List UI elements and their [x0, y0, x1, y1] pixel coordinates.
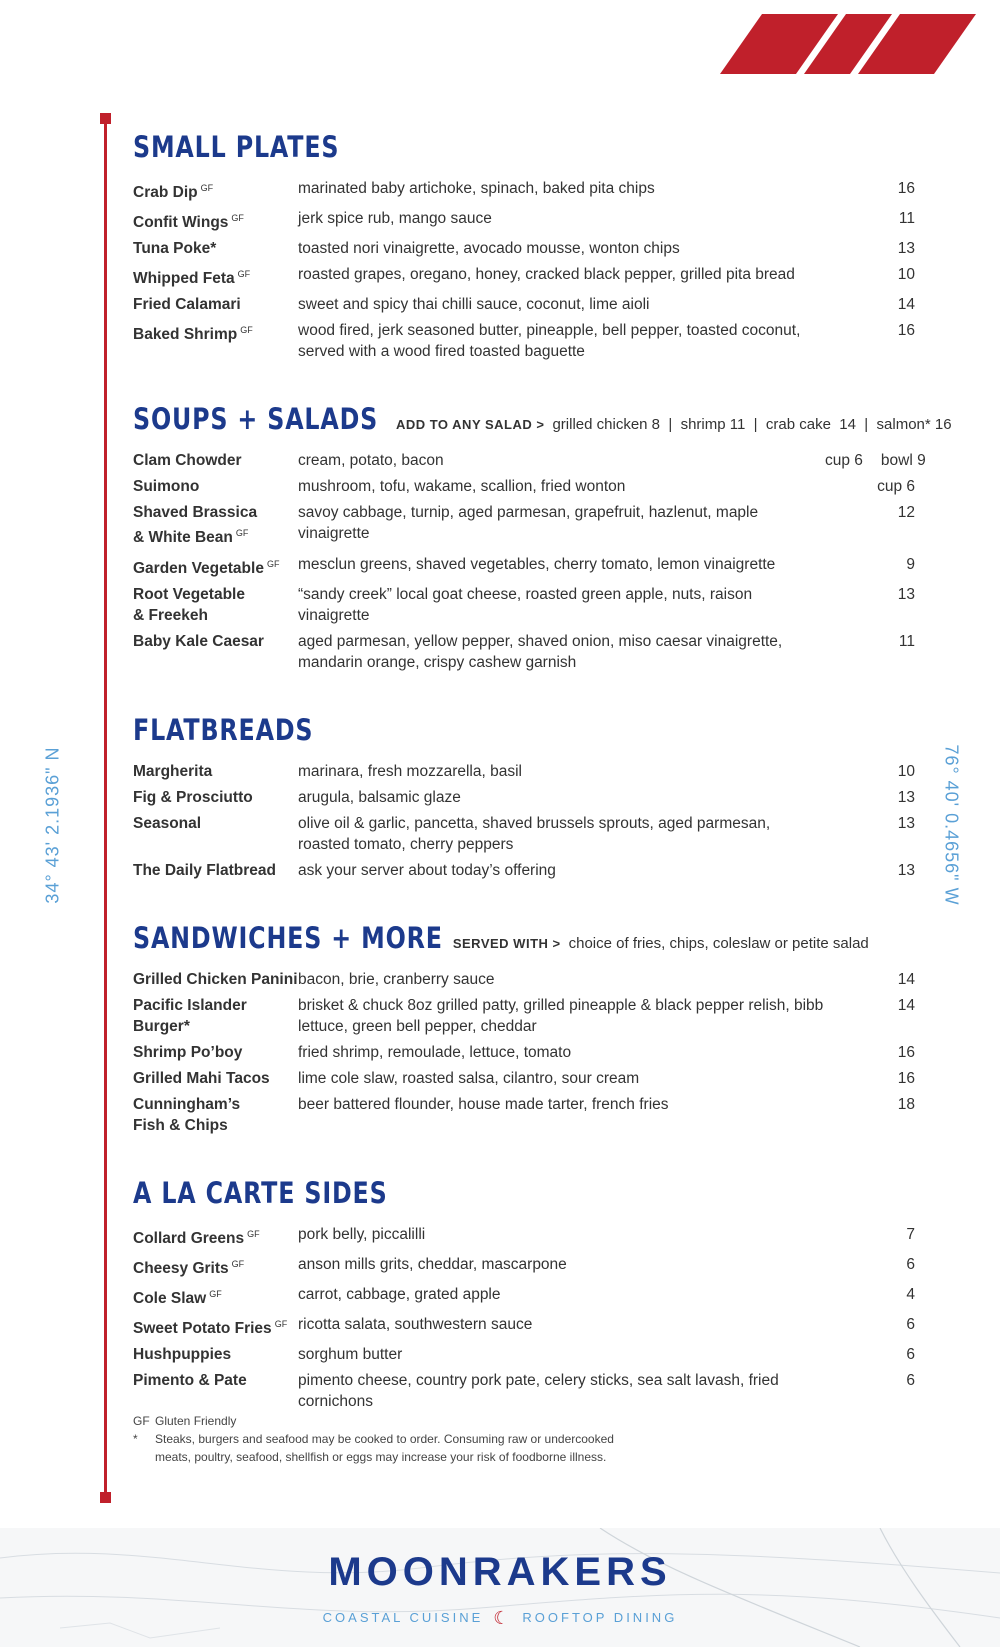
- menu-item: [133, 476, 915, 497]
- item-name: Tuna Poke*: [133, 240, 217, 258]
- item-price: [825, 294, 915, 315]
- menu-item: [133, 787, 915, 808]
- item-name: Fig & Prosciutto: [133, 788, 253, 806]
- item-price: [825, 208, 915, 233]
- decorative-stripes: [720, 14, 990, 74]
- brand-logo: MOONRAKERS: [328, 1550, 672, 1594]
- item-name: Cunningham’s: [133, 1095, 241, 1113]
- item-price: [825, 631, 915, 673]
- menu-item: [133, 294, 915, 315]
- menu-item: [133, 584, 915, 626]
- item-price: [825, 1042, 915, 1063]
- menu-item: [133, 761, 915, 782]
- item-price-value: 12: [897, 504, 915, 522]
- menu-item: [133, 264, 915, 289]
- latitude-label: 34° 43' 2.1936" N: [42, 746, 63, 904]
- item-name-cell: [133, 1068, 298, 1089]
- item-price-value: 6: [906, 1316, 915, 1334]
- item-name: Shrimp Po’boy: [133, 1043, 243, 1061]
- gf-badge: GF: [235, 528, 249, 539]
- item-price: [825, 761, 915, 782]
- item-name-cell: [133, 554, 298, 579]
- gf-note: Gluten Friendly: [155, 1414, 237, 1428]
- item-price: [825, 1068, 915, 1089]
- item-list: [133, 178, 915, 362]
- item-price: [825, 476, 915, 497]
- gf-badge: GF: [237, 269, 251, 280]
- gf-badge: GF: [231, 213, 244, 224]
- item-price: [825, 554, 915, 579]
- item-price: [825, 178, 915, 203]
- item-price-value: 14: [897, 970, 915, 988]
- item-price-value: 13: [897, 788, 915, 806]
- item-name-cell: [133, 969, 298, 990]
- consumer-advisory: Steaks, burgers and seafood may be cooked to order. Consuming raw or undercooked meats, poultry, seafood, shellfish or eggs may increase your risk of foodborne illness.: [155, 1432, 614, 1464]
- section-title: SOUPS + SALADS: [133, 402, 379, 437]
- item-name-cell: [133, 787, 298, 808]
- gf-badge: GF: [209, 1289, 222, 1300]
- item-name: Shaved Brassica: [133, 504, 258, 522]
- item-name: Suimono: [133, 478, 200, 496]
- item-price: [825, 264, 915, 289]
- item-description: brisket & chuck 8oz grilled patty, grilled pineapple & black pepper relish, bibb lettuce, green bell pepper, cheddar: [298, 996, 824, 1035]
- menu-item: [133, 860, 915, 881]
- item-price: [825, 1254, 915, 1279]
- item-price-value: 6: [906, 1346, 915, 1364]
- item-name: Cheesy Grits: [133, 1260, 229, 1278]
- item-name: Whipped Feta: [133, 270, 235, 288]
- item-description: pork belly, piccalilli: [298, 1225, 426, 1243]
- brand-tagline: [0, 1608, 1000, 1629]
- item-name-cell: [133, 178, 298, 203]
- item-price: [825, 995, 915, 1037]
- item-description: aged parmesan, yellow pepper, shaved onion, miso caesar vinaigrette, mandarin orange, crispy cashew garnish: [298, 632, 783, 671]
- item-list: [133, 1224, 915, 1413]
- item-description: pimento cheese, country pork pate, celery sticks, sea salt lavash, fried cornichons: [298, 1372, 779, 1411]
- section-small-plates: [133, 130, 915, 362]
- menu-item: [133, 1094, 915, 1136]
- menu-item: [133, 1344, 915, 1365]
- item-price: [825, 1370, 915, 1412]
- section-title: FLATBREADS: [133, 712, 314, 747]
- item-description: bacon, brie, cranberry sauce: [298, 970, 495, 988]
- item-name: Collard Greens: [133, 1229, 245, 1247]
- menu-item: [133, 1314, 915, 1339]
- item-price: [825, 1224, 915, 1249]
- item-name-cell: [133, 208, 298, 233]
- item-name-cell: [133, 238, 298, 259]
- section-sandwiches: [133, 921, 915, 1136]
- item-price: [825, 813, 915, 855]
- item-price-value: 9: [906, 555, 915, 573]
- item-name: Grilled Chicken Panini: [133, 970, 298, 988]
- item-description: marinated baby artichoke, spinach, baked pita chips: [298, 180, 655, 197]
- note-text: choice of fries, chips, coleslaw or petite salad: [568, 934, 869, 952]
- item-name-cell: [133, 1284, 298, 1309]
- menu-item: [133, 238, 915, 259]
- item-description: carrot, cabbage, grated apple: [298, 1286, 501, 1304]
- item-description: arugula, balsamic glaze: [298, 788, 461, 806]
- item-price-value: 4: [906, 1286, 915, 1304]
- item-price-value: 13: [897, 240, 915, 258]
- item-price: [825, 860, 915, 881]
- item-name-cell: [133, 320, 298, 362]
- item-name-line2: Fish & Chips: [133, 1116, 228, 1134]
- item-name: Clam Chowder: [133, 452, 242, 470]
- item-price-value: 16: [897, 1043, 915, 1061]
- item-name: Root Vegetable: [133, 585, 245, 603]
- item-name: Baby Kale Caesar: [133, 632, 264, 650]
- menu-item: [133, 502, 915, 548]
- item-description: mushroom, tofu, wakame, scallion, fried wonton: [298, 478, 626, 496]
- note-lead: SERVED WITH >: [452, 935, 561, 951]
- item-name-cell: [133, 813, 298, 855]
- menu-item: [133, 1284, 915, 1309]
- item-price-value: 10: [897, 762, 915, 780]
- section-note: [396, 416, 952, 433]
- item-name: Cole Slaw: [133, 1290, 207, 1308]
- item-name-cell: [133, 1042, 298, 1063]
- item-description: lime cole slaw, roasted salsa, cilantro, sour cream: [298, 1069, 640, 1087]
- item-price-value: 10: [897, 266, 915, 284]
- gf-badge: GF: [266, 558, 280, 569]
- item-name: Sweet Potato Fries: [133, 1320, 272, 1338]
- menu-item: [133, 1370, 915, 1412]
- item-price-value: 11: [898, 632, 915, 650]
- item-price: [825, 320, 915, 362]
- menu-item: [133, 631, 915, 673]
- item-price-value: 16: [897, 180, 915, 197]
- item-description: savoy cabbage, turnip, aged parmesan, grapefruit, hazlenut, maple vinaigrette: [298, 504, 759, 543]
- item-name-cell: [133, 995, 298, 1037]
- item-description: toasted nori vinaigrette, avocado mousse, wonton chips: [298, 240, 680, 258]
- item-name-cell: [133, 584, 298, 626]
- footer: [0, 1528, 1000, 1647]
- item-price-value: 7: [906, 1225, 915, 1243]
- gf-badge: GF: [231, 1258, 245, 1269]
- item-name: Margherita: [133, 762, 213, 780]
- footnotes: [133, 1412, 625, 1466]
- item-price-value: 13: [897, 585, 915, 603]
- note-lead: ADD TO ANY SALAD >: [395, 417, 545, 433]
- menu-item: [133, 320, 915, 362]
- item-description: marinara, fresh mozzarella, basil: [298, 762, 522, 780]
- item-price: [825, 450, 926, 471]
- item-description: anson mills grits, cheddar, mascarpone: [298, 1255, 567, 1273]
- item-name-cell: [133, 1224, 298, 1249]
- menu-item: [133, 554, 915, 579]
- menu-item: [133, 1068, 915, 1089]
- rule-cap-top: [100, 113, 111, 124]
- section-sides: [133, 1176, 915, 1413]
- item-name-line2: & White Bean: [133, 529, 233, 547]
- item-description: “sandy creek” local goat cheese, roasted green apple, nuts, raison vinaigrette: [298, 585, 753, 624]
- item-name: Seasonal: [133, 814, 202, 832]
- section-soups-salads: [133, 402, 952, 672]
- asterisk-symbol: *: [133, 1432, 138, 1446]
- item-description: olive oil & garlic, pancetta, shaved brussels sprouts, aged parmesan, roasted tomato, cherry peppers: [298, 814, 771, 853]
- gf-badge: GF: [247, 1228, 260, 1239]
- item-description: mesclun greens, shaved vegetables, cherry tomato, lemon vinaigrette: [298, 555, 776, 573]
- item-name-cell: [133, 1370, 298, 1412]
- section-flatbreads: [133, 713, 915, 881]
- item-price-value: 6: [906, 1255, 915, 1273]
- item-price-value: 14: [897, 996, 915, 1014]
- item-price-value: 18: [897, 1095, 915, 1113]
- menu-item: [133, 178, 915, 203]
- item-name-cell: [133, 1254, 298, 1279]
- item-name-line2: & Freekeh: [133, 606, 208, 624]
- menu-item: [133, 995, 915, 1037]
- section-note: [453, 935, 869, 952]
- section-title: SANDWICHES + MORE: [133, 920, 443, 955]
- item-name-cell: [133, 1094, 298, 1136]
- menu-item: [133, 450, 926, 471]
- item-price-value: 11: [898, 210, 915, 228]
- item-price-value: cup 6: [877, 478, 915, 496]
- item-name-cell: [133, 294, 298, 315]
- item-name: Garden Vegetable: [133, 559, 264, 577]
- item-price-value: 13: [897, 814, 915, 832]
- item-price: [825, 787, 915, 808]
- item-price: [825, 502, 915, 548]
- menu-item: [133, 1224, 915, 1249]
- item-price-value: 13: [897, 861, 915, 879]
- item-name-cell: [133, 502, 298, 548]
- item-description: fried shrimp, remoulade, lettuce, tomato: [298, 1043, 572, 1061]
- item-price-value: 16: [897, 1069, 915, 1087]
- gf-badge: GF: [240, 325, 253, 336]
- item-price-value: 6: [906, 1372, 915, 1390]
- tagline-left: COASTAL CUISINE: [322, 1609, 484, 1625]
- item-name: Baked Shrimp: [133, 326, 238, 344]
- item-name: The Daily Flatbread: [133, 861, 276, 879]
- item-name-cell: [133, 450, 298, 471]
- item-price-value: 16: [897, 322, 915, 340]
- item-price-value: bowl 9: [880, 452, 926, 470]
- item-list: [133, 969, 915, 1136]
- item-description: sorghum butter: [298, 1346, 403, 1364]
- item-price: [825, 1314, 915, 1339]
- item-price: [825, 238, 915, 259]
- item-name: Crab Dip: [133, 184, 198, 202]
- menu-item: [133, 1254, 915, 1279]
- item-name: Confit Wings: [133, 214, 229, 232]
- item-description: sweet and spicy thai chilli sauce, coconut, lime aioli: [298, 296, 650, 314]
- item-description: ask your server about today’s offering: [298, 861, 556, 879]
- item-description: jerk spice rub, mango sauce: [298, 210, 492, 228]
- item-price: [825, 969, 915, 990]
- item-name: Pacific Islander: [133, 996, 247, 1014]
- section-title: SMALL PLATES: [133, 130, 340, 164]
- longitude-label: 76° 40' 0.4656" W: [941, 744, 962, 906]
- item-description: beer battered flounder, house made tarter, french fries: [298, 1095, 669, 1113]
- gf-symbol: GF: [133, 1414, 150, 1428]
- gf-badge: GF: [274, 1319, 288, 1330]
- item-name-cell: [133, 1344, 298, 1365]
- item-name: Hushpuppies: [133, 1346, 232, 1364]
- item-price-value: 14: [897, 296, 915, 314]
- item-name-cell: [133, 1314, 298, 1339]
- tagline-right: ROOFTOP DINING: [522, 1609, 678, 1625]
- item-name-cell: [133, 264, 298, 289]
- item-price: [825, 1284, 915, 1309]
- gf-badge: GF: [200, 183, 214, 193]
- note-text: grilled chicken 8 | shrimp 11 | crab cake 14 | salmon* 16: [552, 416, 952, 434]
- item-description: wood fired, jerk seasoned butter, pineapple, bell pepper, toasted coconut, served with a wood fired toasted baguette: [298, 322, 801, 361]
- item-name: Fried Calamari: [133, 296, 241, 314]
- item-name-cell: [133, 476, 298, 497]
- item-price: [825, 1344, 915, 1365]
- item-name: Grilled Mahi Tacos: [133, 1069, 270, 1087]
- item-price: [825, 1094, 915, 1136]
- menu-item: [133, 1042, 915, 1063]
- item-description: ricotta salata, southwestern sauce: [298, 1316, 533, 1334]
- item-name: Pimento & Pate: [133, 1372, 247, 1390]
- item-name-cell: [133, 761, 298, 782]
- item-name-line2: Burger*: [133, 1017, 190, 1035]
- item-list: [133, 761, 915, 881]
- item-price-cup: cup 6: [825, 452, 863, 470]
- menu-item: [133, 969, 915, 990]
- rule-cap-bottom: [100, 1492, 111, 1503]
- item-name-cell: [133, 860, 298, 881]
- item-description: cream, potato, bacon: [298, 452, 444, 470]
- item-name-cell: [133, 631, 298, 673]
- item-description: roasted grapes, oregano, honey, cracked black pepper, grilled pita bread: [298, 266, 795, 284]
- crescent-moon-icon: ☾: [493, 1608, 513, 1628]
- red-vertical-rule: [104, 118, 107, 1498]
- item-price: [825, 584, 915, 626]
- menu-item: [133, 208, 915, 233]
- item-list: [133, 450, 926, 672]
- menu-item: [133, 813, 915, 855]
- section-title: A LA CARTE SIDES: [133, 1175, 388, 1210]
